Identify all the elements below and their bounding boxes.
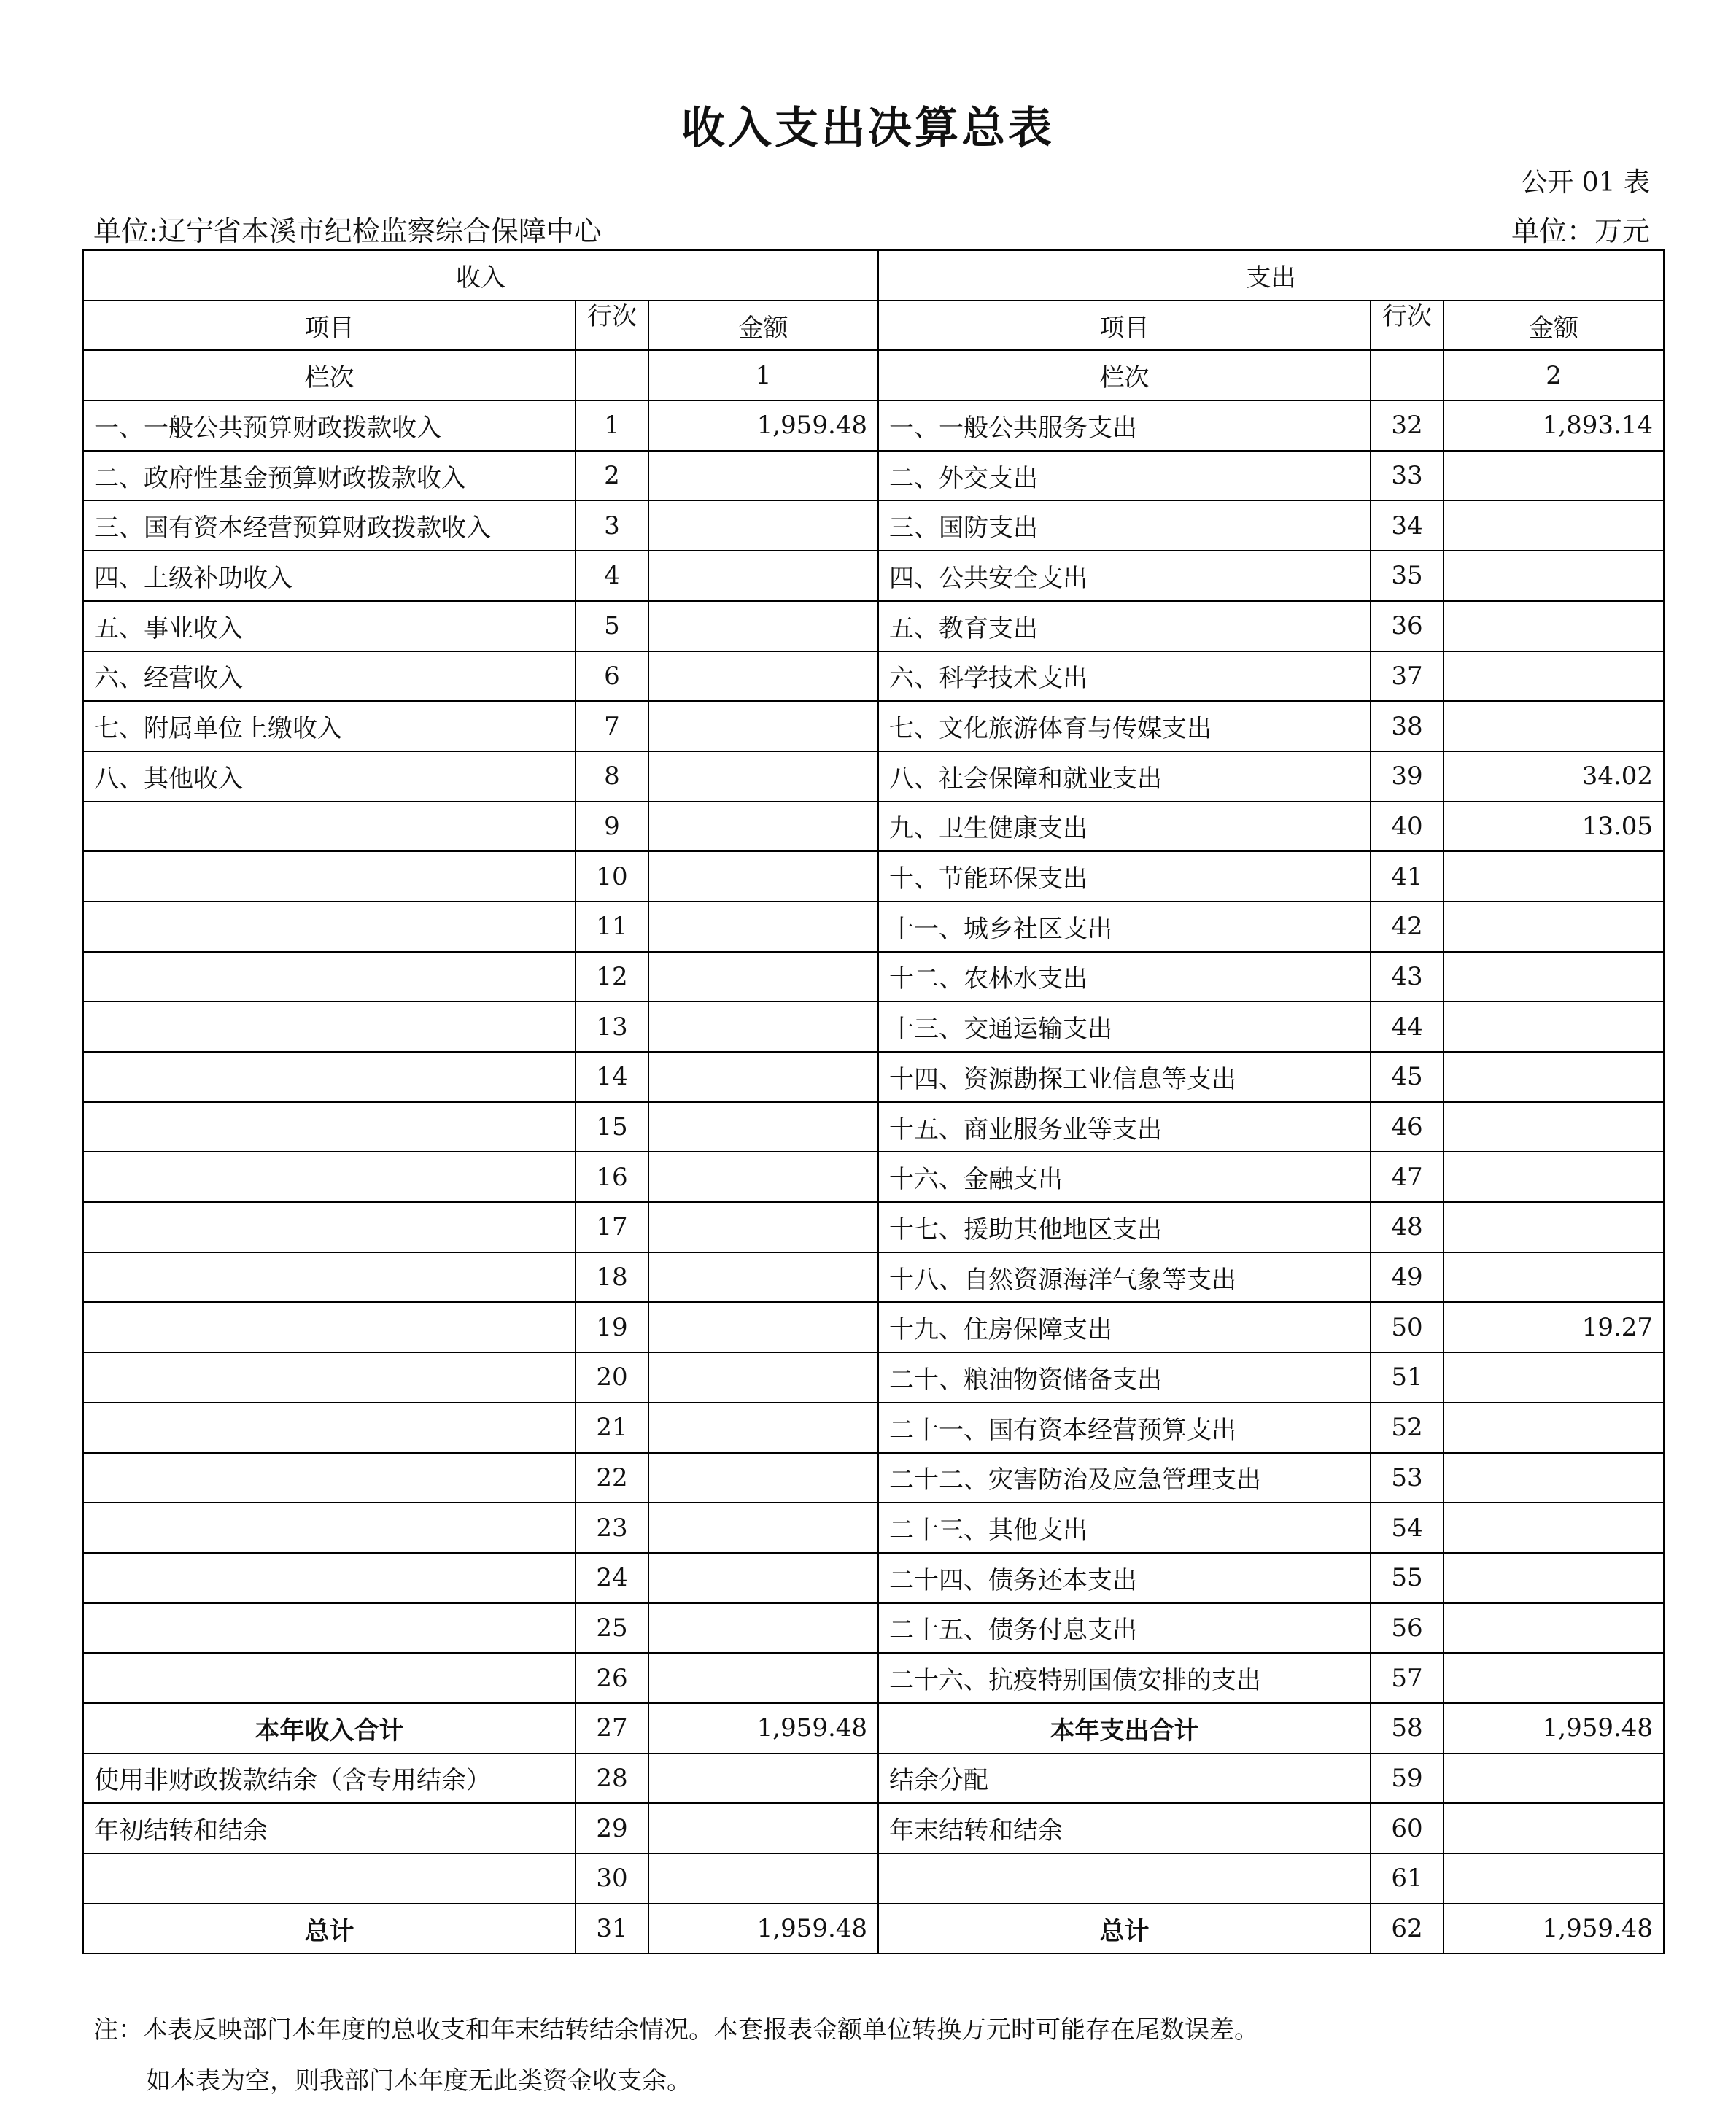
expense-line-cell: 35 [1371, 551, 1444, 601]
expense-item-cell: 十三、交通运输支出 [878, 1001, 1371, 1052]
income-line-cell: 24 [576, 1553, 648, 1603]
expense-line-cell: 53 [1371, 1453, 1444, 1503]
expense-item-cell: 四、公共安全支出 [878, 551, 1371, 601]
income-amount-cell [648, 1052, 878, 1102]
income-line-cell: 29 [576, 1803, 648, 1853]
income-item-cell [83, 1001, 576, 1052]
expense-amount-cell [1444, 1753, 1664, 1804]
income-amount-cell [648, 1102, 878, 1152]
income-item-cell: 八、其他收入 [83, 751, 576, 802]
expense-line-cell: 42 [1371, 902, 1444, 952]
income-line-cell: 1 [576, 400, 648, 451]
income-item-cell [83, 902, 576, 952]
income-line-header: 行次 [576, 301, 648, 351]
income-item-cell [83, 1102, 576, 1152]
expense-item-cell: 总计 [878, 1904, 1371, 1954]
income-item-cell [83, 802, 576, 852]
income-line-cell: 19 [576, 1302, 648, 1352]
income-amount-cell [648, 651, 878, 702]
income-item-cell: 总计 [83, 1904, 576, 1954]
income-amount-cell [648, 1453, 878, 1503]
table-row [83, 1403, 1664, 1453]
income-item-cell [83, 1302, 576, 1352]
expense-item-cell: 十六、金融支出 [878, 1152, 1371, 1202]
expense-amount-cell [1444, 851, 1664, 902]
income-amount-cell: 1,959.48 [648, 400, 878, 451]
expense-line-cell: 60 [1371, 1803, 1444, 1853]
income-line-cell: 6 [576, 651, 648, 702]
income-item-cell [83, 1603, 576, 1654]
income-item-cell [83, 1202, 576, 1252]
income-item-cell: 四、上级补助收入 [83, 551, 576, 601]
expense-item-cell: 二十二、灾害防治及应急管理支出 [878, 1453, 1371, 1503]
income-item-cell: 一、一般公共预算财政拨款收入 [83, 400, 576, 451]
expense-amount-cell [1444, 1202, 1664, 1252]
table-row [83, 1302, 1664, 1352]
income-amount-cell [648, 1503, 878, 1553]
expense-amount-cell [1444, 451, 1664, 501]
expense-amount-cell: 1,959.48 [1444, 1703, 1664, 1753]
expense-item-cell: 二十一、国有资本经营预算支出 [878, 1403, 1371, 1453]
expense-amount-cell [1444, 1653, 1664, 1703]
expense-amount-cell [1444, 1102, 1664, 1152]
income-item-cell [83, 1653, 576, 1703]
income-amount-cell [648, 952, 878, 1002]
expense-item-cell: 九、卫生健康支出 [878, 802, 1371, 852]
expense-amount-cell: 34.02 [1444, 751, 1664, 802]
income-amount-cell [648, 500, 878, 551]
expense-line-cell: 39 [1371, 751, 1444, 802]
income-item-cell: 七、附属单位上缴收入 [83, 701, 576, 751]
expense-line-cell: 59 [1371, 1753, 1444, 1804]
income-item-cell [83, 1252, 576, 1303]
expense-line-cell: 55 [1371, 1553, 1444, 1603]
expense-amount-cell [1444, 1352, 1664, 1403]
income-item-cell: 五、事业收入 [83, 601, 576, 651]
expense-line-header: 行次 [1371, 301, 1444, 351]
income-line-cell: 16 [576, 1152, 648, 1202]
expense-line-cell: 50 [1371, 1302, 1444, 1352]
income-line-cell: 25 [576, 1603, 648, 1654]
table-row [83, 651, 1664, 702]
total-row [83, 1853, 1664, 1904]
table-row [83, 1152, 1664, 1202]
income-line-cell: 15 [576, 1102, 648, 1152]
expense-section-header: 支出 [878, 250, 1664, 301]
table-row [83, 601, 1664, 651]
income-amount-cell [648, 551, 878, 601]
income-item-cell: 使用非财政拨款结余（含专用结余） [83, 1753, 576, 1804]
table-row [83, 1603, 1664, 1654]
income-amount-cell [648, 1853, 878, 1904]
expense-line-cell: 52 [1371, 1403, 1444, 1453]
expense-line-cell: 43 [1371, 952, 1444, 1002]
income-amount-cell [648, 1753, 878, 1804]
expense-amount-cell [1444, 1052, 1664, 1102]
expense-line-cell: 33 [1371, 451, 1444, 501]
table-row [83, 751, 1664, 802]
expense-amount-cell [1444, 1152, 1664, 1202]
income-amount-cell [648, 1803, 878, 1853]
income-amount-cell [648, 851, 878, 902]
expense-line-cell: 34 [1371, 500, 1444, 551]
income-line-cell: 10 [576, 851, 648, 902]
table-row [83, 902, 1664, 952]
expense-line-cell: 54 [1371, 1503, 1444, 1553]
income-line-cell: 14 [576, 1052, 648, 1102]
income-line-cell: 23 [576, 1503, 648, 1553]
income-item-cell [83, 1503, 576, 1553]
income-item-cell [83, 851, 576, 902]
expense-line-cell: 47 [1371, 1152, 1444, 1202]
income-item-header: 项目 [83, 301, 576, 351]
expense-amount-cell: 13.05 [1444, 802, 1664, 852]
income-line-cell: 3 [576, 500, 648, 551]
income-line-cell: 30 [576, 1853, 648, 1904]
expense-amount-cell [1444, 1553, 1664, 1603]
table-row [83, 400, 1664, 451]
income-amount-cell [648, 902, 878, 952]
expense-amount-cell [1444, 1853, 1664, 1904]
expense-item-cell: 十九、住房保障支出 [878, 1302, 1371, 1352]
income-item-cell [83, 1052, 576, 1102]
table-row [83, 1553, 1664, 1603]
table-row [83, 1202, 1664, 1252]
table-row [83, 1252, 1664, 1303]
income-amount-cell [648, 1403, 878, 1453]
expense-item-cell: 本年支出合计 [878, 1703, 1371, 1753]
expense-line-cell: 32 [1371, 400, 1444, 451]
income-section-header: 收入 [83, 250, 878, 301]
income-amount-cell [648, 802, 878, 852]
total-row [83, 1703, 1664, 1753]
table-row [83, 551, 1664, 601]
expense-item-cell: 一、一般公共服务支出 [878, 400, 1371, 451]
expense-item-cell: 二、外交支出 [878, 451, 1371, 501]
income-col-number: 1 [648, 350, 878, 400]
expense-amount-cell [1444, 500, 1664, 551]
income-expense-table [82, 249, 1665, 1954]
income-item-cell: 三、国有资本经营预算财政拨款收入 [83, 500, 576, 551]
income-line-cell: 2 [576, 451, 648, 501]
expense-col-label: 栏次 [878, 350, 1371, 400]
income-line-cell: 18 [576, 1252, 648, 1303]
column-header-row [83, 301, 1664, 351]
income-amount-cell [648, 601, 878, 651]
expense-item-cell: 七、文化旅游体育与传媒支出 [878, 701, 1371, 751]
currency-unit: 单位：万元 [1511, 215, 1650, 247]
expense-amount-cell [1444, 1001, 1664, 1052]
income-item-cell [83, 1853, 576, 1904]
table-row [83, 1653, 1664, 1703]
income-item-cell [83, 952, 576, 1002]
expense-item-cell: 十八、自然资源海洋气象等支出 [878, 1252, 1371, 1303]
income-amount-cell [648, 1001, 878, 1052]
expense-amount-cell [1444, 1603, 1664, 1654]
income-line-cell: 5 [576, 601, 648, 651]
expense-amount-cell [1444, 902, 1664, 952]
expense-item-cell: 十一、城乡社区支出 [878, 902, 1371, 952]
income-amount-cell [648, 451, 878, 501]
income-item-cell [83, 1453, 576, 1503]
total-row [83, 1904, 1664, 1954]
income-amount-header: 金额 [648, 301, 878, 351]
section-header-row [83, 250, 1664, 301]
expense-item-cell: 二十四、债务还本支出 [878, 1553, 1371, 1603]
expense-amount-header: 金额 [1444, 301, 1664, 351]
expense-line-cell: 44 [1371, 1001, 1444, 1052]
income-col-label: 栏次 [83, 350, 576, 400]
income-line-cell: 28 [576, 1753, 648, 1804]
income-amount-cell: 1,959.48 [648, 1904, 878, 1954]
income-item-cell [83, 1403, 576, 1453]
table-row [83, 952, 1664, 1002]
table-row [83, 1453, 1664, 1503]
expense-item-cell: 二十六、抗疫特别国债安排的支出 [878, 1653, 1371, 1703]
expense-amount-cell: 19.27 [1444, 1302, 1664, 1352]
expense-item-cell: 年末结转和结余 [878, 1803, 1371, 1853]
income-amount-cell [648, 701, 878, 751]
expense-line-cell: 58 [1371, 1703, 1444, 1753]
income-amount-cell [648, 1653, 878, 1703]
table-row [83, 1001, 1664, 1052]
income-item-cell [83, 1152, 576, 1202]
expense-col-number: 2 [1444, 350, 1664, 400]
expense-item-cell [878, 1853, 1371, 1904]
income-line-cell: 27 [576, 1703, 648, 1753]
expense-amount-cell [1444, 952, 1664, 1002]
expense-line-cell: 46 [1371, 1102, 1444, 1152]
expense-amount-cell [1444, 1803, 1664, 1853]
expense-line-cell: 37 [1371, 651, 1444, 702]
income-line-cell: 9 [576, 802, 648, 852]
expense-item-cell: 五、教育支出 [878, 601, 1371, 651]
expense-line-cell: 45 [1371, 1052, 1444, 1102]
income-line-cell: 13 [576, 1001, 648, 1052]
expense-item-cell: 结余分配 [878, 1753, 1371, 1804]
income-amount-cell [648, 751, 878, 802]
table-row [83, 1052, 1664, 1102]
expense-item-cell: 十七、援助其他地区支出 [878, 1202, 1371, 1252]
note-line-1: 注：本表反映部门本年度的总收支和年末结转结余情况。本套报表金额单位转换万元时可能存在尾数误差。 [93, 2015, 1259, 2045]
expense-item-cell: 八、社会保障和就业支出 [878, 751, 1371, 802]
table-row [83, 1503, 1664, 1553]
form-number: 公开 01 表 [1521, 168, 1650, 198]
expense-amount-cell [1444, 651, 1664, 702]
expense-amount-cell [1444, 1252, 1664, 1303]
income-item-cell: 本年收入合计 [83, 1703, 576, 1753]
expense-item-header: 项目 [878, 301, 1371, 351]
income-line-cell: 7 [576, 701, 648, 751]
expense-amount-cell [1444, 601, 1664, 651]
column-index-row [83, 350, 1664, 400]
expense-line-cell: 57 [1371, 1653, 1444, 1703]
reporting-unit: 单位:辽宁省本溪市纪检监察综合保障中心 [93, 215, 602, 247]
income-item-cell: 六、经营收入 [83, 651, 576, 702]
expense-item-cell: 十、节能环保支出 [878, 851, 1371, 902]
income-amount-cell [648, 1352, 878, 1403]
expense-line-cell: 36 [1371, 601, 1444, 651]
income-amount-cell: 1,959.48 [648, 1703, 878, 1753]
income-amount-cell [648, 1553, 878, 1603]
income-line-cell: 20 [576, 1352, 648, 1403]
income-line-cell: 8 [576, 751, 648, 802]
expense-line-cell: 41 [1371, 851, 1444, 902]
expense-amount-cell [1444, 1453, 1664, 1503]
expense-line-cell: 38 [1371, 701, 1444, 751]
expense-amount-cell [1444, 1403, 1664, 1453]
table-row [83, 1102, 1664, 1152]
income-amount-cell [648, 1152, 878, 1202]
expense-amount-cell [1444, 551, 1664, 601]
expense-item-cell: 十二、农林水支出 [878, 952, 1371, 1002]
expense-item-cell: 十四、资源勘探工业信息等支出 [878, 1052, 1371, 1102]
income-line-cell: 11 [576, 902, 648, 952]
income-item-cell: 二、政府性基金预算财政拨款收入 [83, 451, 576, 501]
income-item-cell [83, 1553, 576, 1603]
expense-line-cell: 61 [1371, 1853, 1444, 1904]
expense-amount-cell [1444, 1503, 1664, 1553]
income-item-cell: 年初结转和结余 [83, 1803, 576, 1853]
expense-line-cell: 48 [1371, 1202, 1444, 1252]
expense-amount-cell [1444, 701, 1664, 751]
table-row [83, 1352, 1664, 1403]
income-line-cell: 4 [576, 551, 648, 601]
income-line-cell: 26 [576, 1653, 648, 1703]
expense-line-cell: 51 [1371, 1352, 1444, 1403]
expense-amount-cell: 1,959.48 [1444, 1904, 1664, 1954]
expense-line-cell: 40 [1371, 802, 1444, 852]
expense-col-blank [1371, 350, 1444, 400]
page-title: 收入支出决算总表 [681, 103, 1055, 154]
total-row [83, 1753, 1664, 1804]
table-row [83, 451, 1664, 501]
expense-line-cell: 49 [1371, 1252, 1444, 1303]
income-amount-cell [648, 1202, 878, 1252]
income-amount-cell [648, 1302, 878, 1352]
income-line-cell: 21 [576, 1403, 648, 1453]
expense-amount-cell: 1,893.14 [1444, 400, 1664, 451]
income-line-cell: 17 [576, 1202, 648, 1252]
expense-item-cell: 六、科学技术支出 [878, 651, 1371, 702]
expense-item-cell: 十五、商业服务业等支出 [878, 1102, 1371, 1152]
income-item-cell [83, 1352, 576, 1403]
table-row [83, 851, 1664, 902]
expense-item-cell: 三、国防支出 [878, 500, 1371, 551]
expense-line-cell: 56 [1371, 1603, 1444, 1654]
income-amount-cell [648, 1603, 878, 1654]
expense-item-cell: 二十、粮油物资储备支出 [878, 1352, 1371, 1403]
income-line-cell: 22 [576, 1453, 648, 1503]
income-line-cell: 31 [576, 1904, 648, 1954]
table-row [83, 500, 1664, 551]
income-amount-cell [648, 1252, 878, 1303]
expense-item-cell: 二十五、债务付息支出 [878, 1603, 1371, 1654]
table-row [83, 802, 1664, 852]
income-col-blank [576, 350, 648, 400]
note-line-2: 如本表为空，则我部门本年度无此类资金收支余。 [146, 2066, 691, 2096]
table-row [83, 701, 1664, 751]
expense-item-cell: 二十三、其他支出 [878, 1503, 1371, 1553]
total-row [83, 1803, 1664, 1853]
expense-line-cell: 62 [1371, 1904, 1444, 1954]
income-line-cell: 12 [576, 952, 648, 1002]
